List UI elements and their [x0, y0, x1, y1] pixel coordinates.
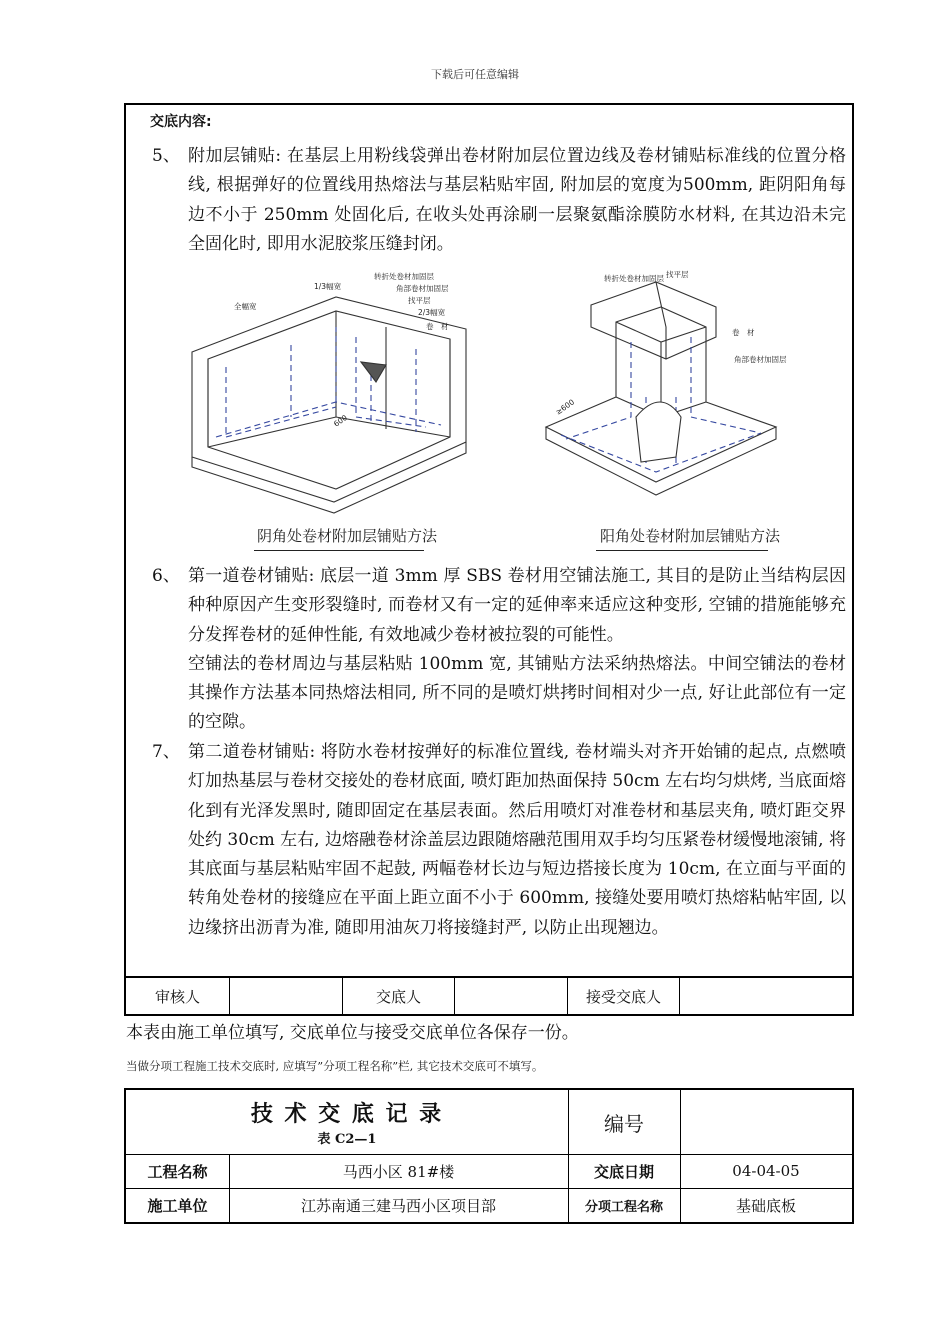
label-roll-left: 卷 材	[426, 322, 449, 331]
item-5	[152, 142, 846, 259]
label-leveling-left: 找平层	[408, 296, 431, 305]
left-caption-rule	[254, 550, 424, 551]
reviewer-field[interactable]	[230, 978, 343, 1014]
item-7	[152, 738, 846, 943]
label-corner-roll-left: 角部卷材加固层	[396, 284, 449, 293]
item-6	[152, 562, 846, 738]
item-paragraph: 空铺法的卷材周边与基层粘贴 100mm 宽, 其铺贴方法采纳热熔法。中间空铺法的卷材其操作方法基本同热熔法相同, 所不同的是喷灯烘拷时间相对少一点, 好让此部位有一定的空隙。	[188, 653, 846, 733]
item-number: 6、	[152, 566, 180, 586]
unit-label: 施工单位	[147, 1196, 208, 1215]
date-value: 04-04-05	[732, 1162, 800, 1180]
waterproof-diagram	[186, 267, 806, 557]
label-corner-reinforce-right: 转折处卷材加固层	[604, 274, 664, 283]
corner-patch	[361, 362, 386, 382]
signature-row	[126, 976, 852, 1014]
subitem-value: 基础底板	[735, 1196, 796, 1215]
label-corner-roll-right: 角部卷材加固层	[734, 355, 787, 364]
form-title: 技 术 交 底 记 录	[250, 1102, 444, 1127]
label-corner-reinforce-left: 转折处卷材加固层	[374, 272, 434, 281]
form-subtitle: 表 C2—1	[317, 1132, 377, 1147]
form-header-table	[124, 1088, 854, 1224]
number-field[interactable]	[680, 1090, 852, 1154]
footnote-subitem: 当做分项工程施工技术交底时, 应填写”分项工程名称”栏, 其它技术交底可不填写。	[126, 1059, 544, 1073]
item-paragraph: 第一道卷材铺贴: 底层一道 3mm 厚 SBS 卷材用空铺法施工, 其目的是防止当结构层因种种原因产生变形裂缝时, 而卷材又有一定的延伸率来适应这种变形, 空铺的措施能够充分发挥卷材的延伸性能, 有效地减少卷材被拉裂的可能性。	[188, 566, 846, 645]
left-caption: 阴角处卷材附加层铺贴方法	[257, 527, 438, 545]
discloser-label: 交底人	[343, 978, 455, 1014]
inner-corner-drawing	[192, 297, 466, 513]
label-dim-left: 600	[331, 413, 349, 429]
item-paragraph: 第二道卷材铺贴: 将防水卷材按弹好的标准位置线, 卷材端头对齐开始铺的起点, 点燃喷灯加热基层与卷材交接处的卷材底面, 喷灯距加热面保持 50cm 左右均匀烘烤, 当底面熔化到有光泽发黑时, 随即固定在基层表面。然后用喷灯对准卷材和基层夹角, 喷灯距交界处约 30cm 左右, 边熔融卷材涂盖层边跟随熔融范围用双手均匀压紧卷材缓慢地滚铺, 将其底面与基层粘贴牢固不起鼓, 两幅卷材长边与短边搭接长度为 10cm, 在立面与平面的转角处卷材的接缝应在平面上距立面不小于 600mm, 接缝处要用喷灯热熔粘帖牢固, 以边缘挤出沥青为准, 随即用油灰刀将接缝封严, 以防止出现翘边。	[188, 742, 846, 938]
label-full-width: 全幅宽	[234, 302, 257, 311]
receiver-label: 接受交底人	[568, 978, 680, 1014]
label-one-third: 1/3幅宽	[314, 282, 342, 291]
subitem-label: 分项工程名称	[584, 1199, 663, 1215]
disclosure-record	[124, 103, 854, 1016]
number-label: 编号	[604, 1111, 644, 1136]
outer-corner-drawing	[546, 282, 776, 495]
label-dim-right: ≥600	[553, 397, 577, 417]
project-label: 工程名称	[147, 1162, 208, 1181]
label-roll-right: 卷 材	[732, 328, 755, 337]
right-caption: 阳角处卷材附加层铺贴方法	[600, 527, 781, 545]
outer-corner-patch	[636, 402, 681, 462]
date-label: 交底日期	[593, 1162, 654, 1181]
item-number: 5、	[152, 146, 180, 166]
record-title: 交底内容:	[150, 114, 212, 130]
label-two-thirds: 2/3幅宽	[418, 308, 446, 317]
receiver-field[interactable]	[680, 978, 852, 1014]
unit-value: 江苏南通三建马西小区项目部	[300, 1196, 496, 1215]
footnote-storage: 本表由施工单位填写, 交底单位与接受交底单位各保存一份。	[126, 1023, 579, 1043]
item-paragraph: 附加层铺贴: 在基层上用粉线袋弹出卷材附加层位置边线及卷材铺贴标准线的位置分格线, 根据弹好的位置线用热熔法与基层粘贴牢固, 附加层的宽度为500mm, 距阴阳角每边不小于 250mm 处固化后, 在收头处再涂刷一层聚氨酯涂膜防水材料, 在其边沿未完全固化时, 即用水泥胶浆压缝封闭。	[188, 146, 846, 254]
item-number: 7、	[152, 742, 180, 762]
label-leveling-right: 找平层	[666, 270, 689, 279]
form-title-cell	[126, 1090, 568, 1154]
project-value: 马西小区 81#楼	[342, 1162, 455, 1181]
reviewer-label: 审核人	[126, 978, 230, 1014]
header-note: 下载后可任意编辑	[431, 68, 519, 81]
discloser-field[interactable]	[455, 978, 568, 1014]
right-caption-rule	[596, 550, 768, 551]
